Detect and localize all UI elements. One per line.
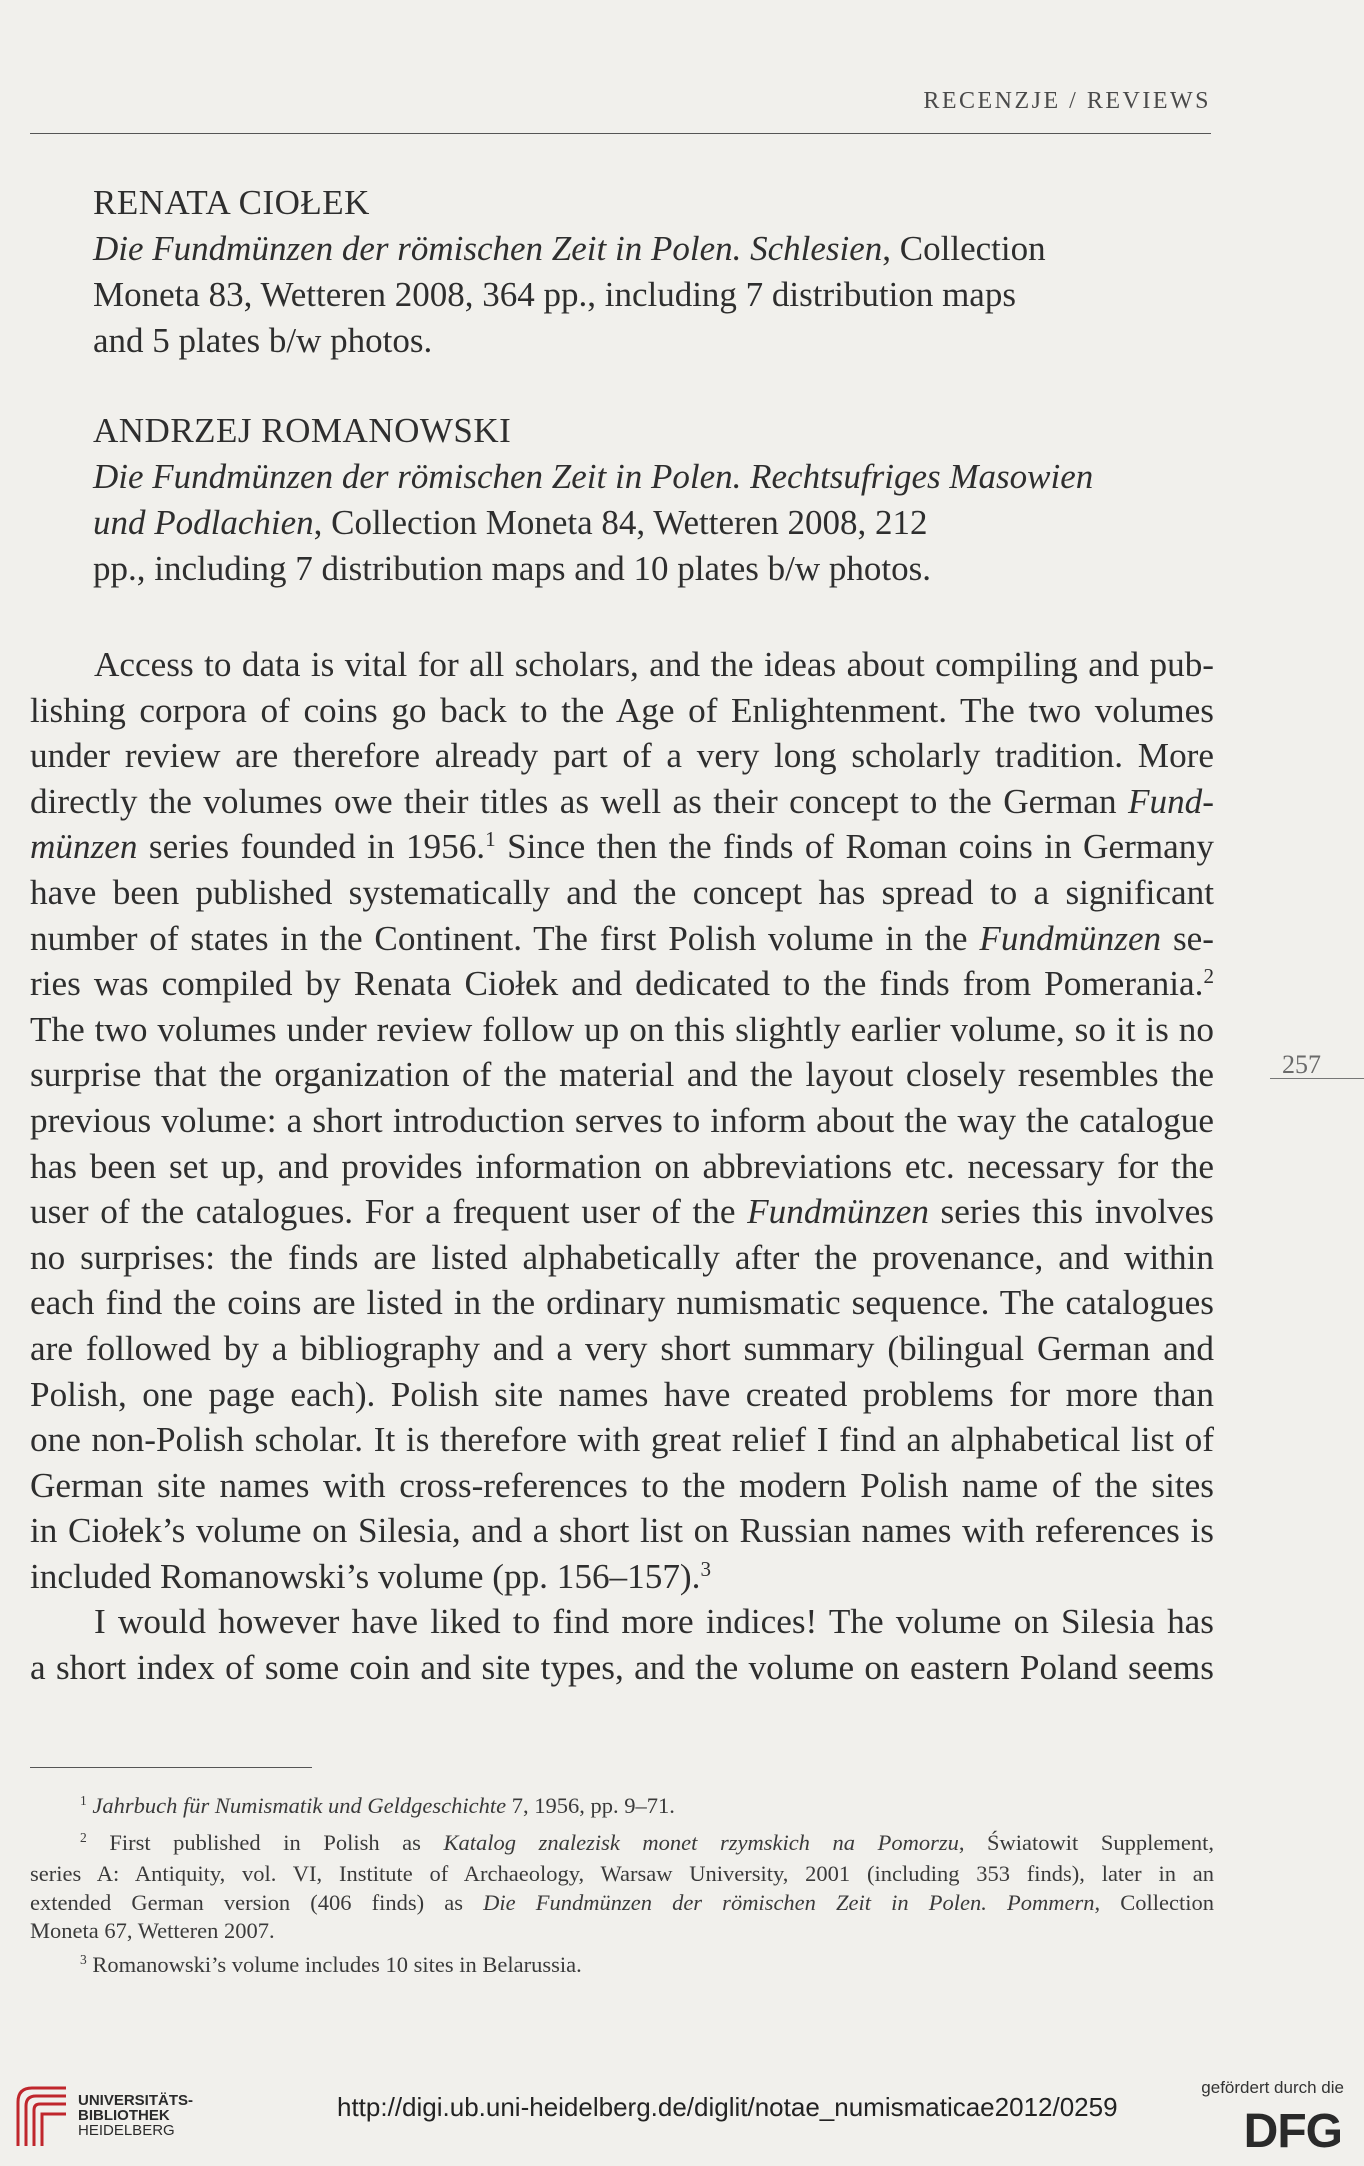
text-line — [30, 1554, 1214, 1600]
body-paragraph — [30, 1599, 1214, 1690]
footnote-line — [30, 1860, 1214, 1889]
text-line — [30, 961, 1214, 1007]
text-run: a short index of some coin and site types, and the volume on eastern Poland seems — [30, 1648, 1214, 1688]
text-run: no surprises: the finds are listed alphabetically after the provenance, and within — [30, 1237, 1214, 1277]
text-run: , Collection Moneta 84, Wetteren 2008, 212 — [313, 503, 928, 542]
italic-title: Die Fundmünzen der römischen Zeit in Polen. Schlesien — [93, 229, 883, 268]
footnote-marker: 3 — [700, 1556, 712, 1581]
text-run: are followed by a bibliography and a very short summary (bilingual German and — [30, 1328, 1214, 1368]
text-run: surprise that the organization of the material and the layout closely resembles the — [30, 1055, 1214, 1095]
text-run: The two volumes under review follow up on this slightly earlier volume, so it is no — [30, 1009, 1214, 1049]
citation-line — [93, 546, 1173, 592]
page-number: 257 — [1282, 1050, 1321, 1079]
citation-line — [93, 226, 1173, 272]
reference-block-2 — [93, 408, 1173, 592]
citation-line — [93, 454, 1173, 500]
text-run: has been set up, and provides information on abbreviations etc. necessary for the — [30, 1146, 1214, 1186]
italic-title: Fund- — [1128, 781, 1214, 821]
library-name: UNIVERSITÄTS- BIBLIOTHEK HEIDELBERG — [78, 2092, 194, 2139]
text-run: Moneta 67, Wetteren 2007. — [30, 1918, 275, 1943]
italic-title: Fundmünzen — [747, 1192, 929, 1232]
citation-line — [93, 318, 1173, 364]
funding-caption: gefördert durch die — [1201, 2078, 1344, 2097]
text-line — [30, 1417, 1214, 1463]
text-run: series this involves — [928, 1192, 1214, 1232]
text-run: have been published systematically and the concept has spread to a significant — [30, 872, 1214, 912]
reference-author: RENATA CIOŁEK — [93, 183, 370, 222]
text-run: German site names with cross-references to the modern Polish name of the sites — [30, 1465, 1214, 1505]
footnote-line — [30, 1917, 1214, 1946]
italic-title: und Podlachien — [93, 503, 314, 542]
running-head: RECENZJE / REVIEWS — [923, 88, 1211, 114]
text-run: First published in Polish as — [109, 1829, 444, 1855]
text-line — [30, 1007, 1214, 1053]
text-line — [30, 1052, 1214, 1098]
text-line — [30, 779, 1214, 825]
text-run: pp., including 7 distribution maps and 10 plates b/w photos. — [93, 549, 932, 588]
italic-title: Jahrbuch für Numismatik und Geldgeschichte — [92, 1793, 507, 1818]
text-run: Moneta 83, Wetteren 2008, 364 pp., including 7 distribution maps — [93, 275, 1016, 314]
italic-title: münzen — [30, 827, 138, 867]
review-body — [30, 642, 1214, 1691]
text-line — [30, 1463, 1214, 1509]
footnote-rule — [30, 1767, 312, 1768]
text-run: under review are therefore already part of a very long scholarly tradition. More — [30, 736, 1214, 776]
footnote-marker: 1 — [485, 827, 496, 852]
source-url-link[interactable]: http://digi.ub.uni-heidelberg.de/diglit/notae_numismaticae2012/0259 — [337, 2092, 1118, 2122]
text-line — [30, 642, 1214, 688]
text-run: directly the volumes owe their titles as well as their concept to the German — [30, 781, 1128, 821]
italic-title: Die Fundmünzen der römischen Zeit in Polen. Pommern — [483, 1889, 1095, 1915]
text-line — [30, 1280, 1214, 1326]
text-run: lishing corpora of coins go back to the Age of Enlightenment. The two volumes — [30, 690, 1214, 730]
reference-citation — [93, 454, 1173, 592]
footnote-number: 1 — [80, 1793, 87, 1808]
footnote — [30, 1792, 1214, 1824]
footnote-number: 2 — [80, 1829, 87, 1845]
header-rule — [30, 133, 1211, 134]
footnote-line — [30, 1829, 1214, 1861]
text-line — [30, 1098, 1214, 1144]
text-run: and 5 plates b/w photos. — [93, 321, 433, 360]
text-line — [30, 870, 1214, 916]
text-run: series founded in 1956. — [137, 827, 486, 867]
text-run: each find the coins are listed in the ordinary numismatic sequence. The catalogues — [30, 1283, 1214, 1323]
text-run: Since then the finds of Roman coins in Germany — [495, 827, 1214, 867]
text-line — [30, 688, 1214, 734]
text-run: Access to data is vital for all scholars, and the ideas about compiling and pub- — [94, 645, 1214, 684]
text-run: , Collection — [882, 229, 1046, 268]
footnote-line — [30, 1951, 1214, 1983]
text-line — [30, 1189, 1214, 1235]
text-line — [30, 1645, 1214, 1691]
text-line — [30, 1508, 1214, 1554]
text-run: in Ciołek’s volume on Silesia, and a short list on Russian names with references is — [30, 1511, 1214, 1551]
citation-line — [93, 272, 1173, 318]
footnote-line — [30, 1889, 1214, 1918]
text-run: Romanowski’s volume includes 10 sites in Belarussia. — [92, 1951, 582, 1977]
citation-line — [93, 500, 1173, 546]
footnotes — [30, 1792, 1214, 1987]
text-run: Polish, one page each). Polish site names have created problems for more than — [30, 1374, 1214, 1414]
text-run: , Collection — [1094, 1889, 1214, 1915]
text-run: 7, 1956, pp. 9–71. — [506, 1793, 675, 1818]
text-run: series A: Antiquity, vol. VI, Institute of Archaeology, Warsaw University, 2001 (including 353 finds), later in an — [30, 1861, 1214, 1886]
text-line — [30, 824, 1214, 870]
footnote-line — [30, 1792, 1214, 1824]
text-line — [30, 1372, 1214, 1418]
text-run: extended German version (406 finds) as — [30, 1889, 484, 1915]
reference-block-1 — [93, 180, 1173, 364]
reference-citation — [93, 226, 1173, 364]
italic-title: Die Fundmünzen der römischen Zeit in Polen. Rechtsufriges Masowien — [93, 457, 1094, 496]
text-line — [30, 1326, 1214, 1372]
italic-title: Katalog znalezisk monet rzymskich na Pomorzu — [443, 1829, 959, 1855]
text-run: I would however have liked to find more indices! The volume on Silesia has — [94, 1602, 1214, 1642]
text-run: , Światowit Supplement, — [958, 1829, 1214, 1855]
text-line — [30, 1599, 1214, 1645]
text-run: ries was compiled by Renata Ciołek and dedicated to the finds from Pomerania. — [30, 964, 1204, 1004]
text-line — [30, 1144, 1214, 1190]
text-line — [30, 1235, 1214, 1281]
text-run: number of states in the Continent. The first Polish volume in the — [30, 918, 980, 958]
text-line — [30, 733, 1214, 779]
text-run: included Romanowski’s volume (pp. 156–157). — [30, 1556, 701, 1596]
text-line — [30, 916, 1214, 962]
reference-author: ANDRZEJ ROMANOWSKI — [93, 411, 512, 450]
footnote — [30, 1829, 1214, 1946]
footnote — [30, 1951, 1214, 1983]
footnote-number: 3 — [80, 1951, 87, 1967]
body-paragraph — [30, 642, 1214, 1599]
italic-title: Fundmünzen — [979, 918, 1162, 958]
text-run: user of the catalogues. For a frequent user of the — [30, 1192, 748, 1232]
text-run: previous volume: a short introduction serves to inform about the way the catalogue — [30, 1100, 1214, 1140]
page-number-rule — [1270, 1078, 1364, 1079]
footnote-marker: 2 — [1203, 964, 1214, 989]
dfg-logo: DFG — [1243, 2105, 1342, 2158]
text-run: one non-Polish scholar. It is therefore with great relief I find an alphabetical list of — [30, 1420, 1214, 1460]
text-run: se- — [1161, 918, 1215, 958]
